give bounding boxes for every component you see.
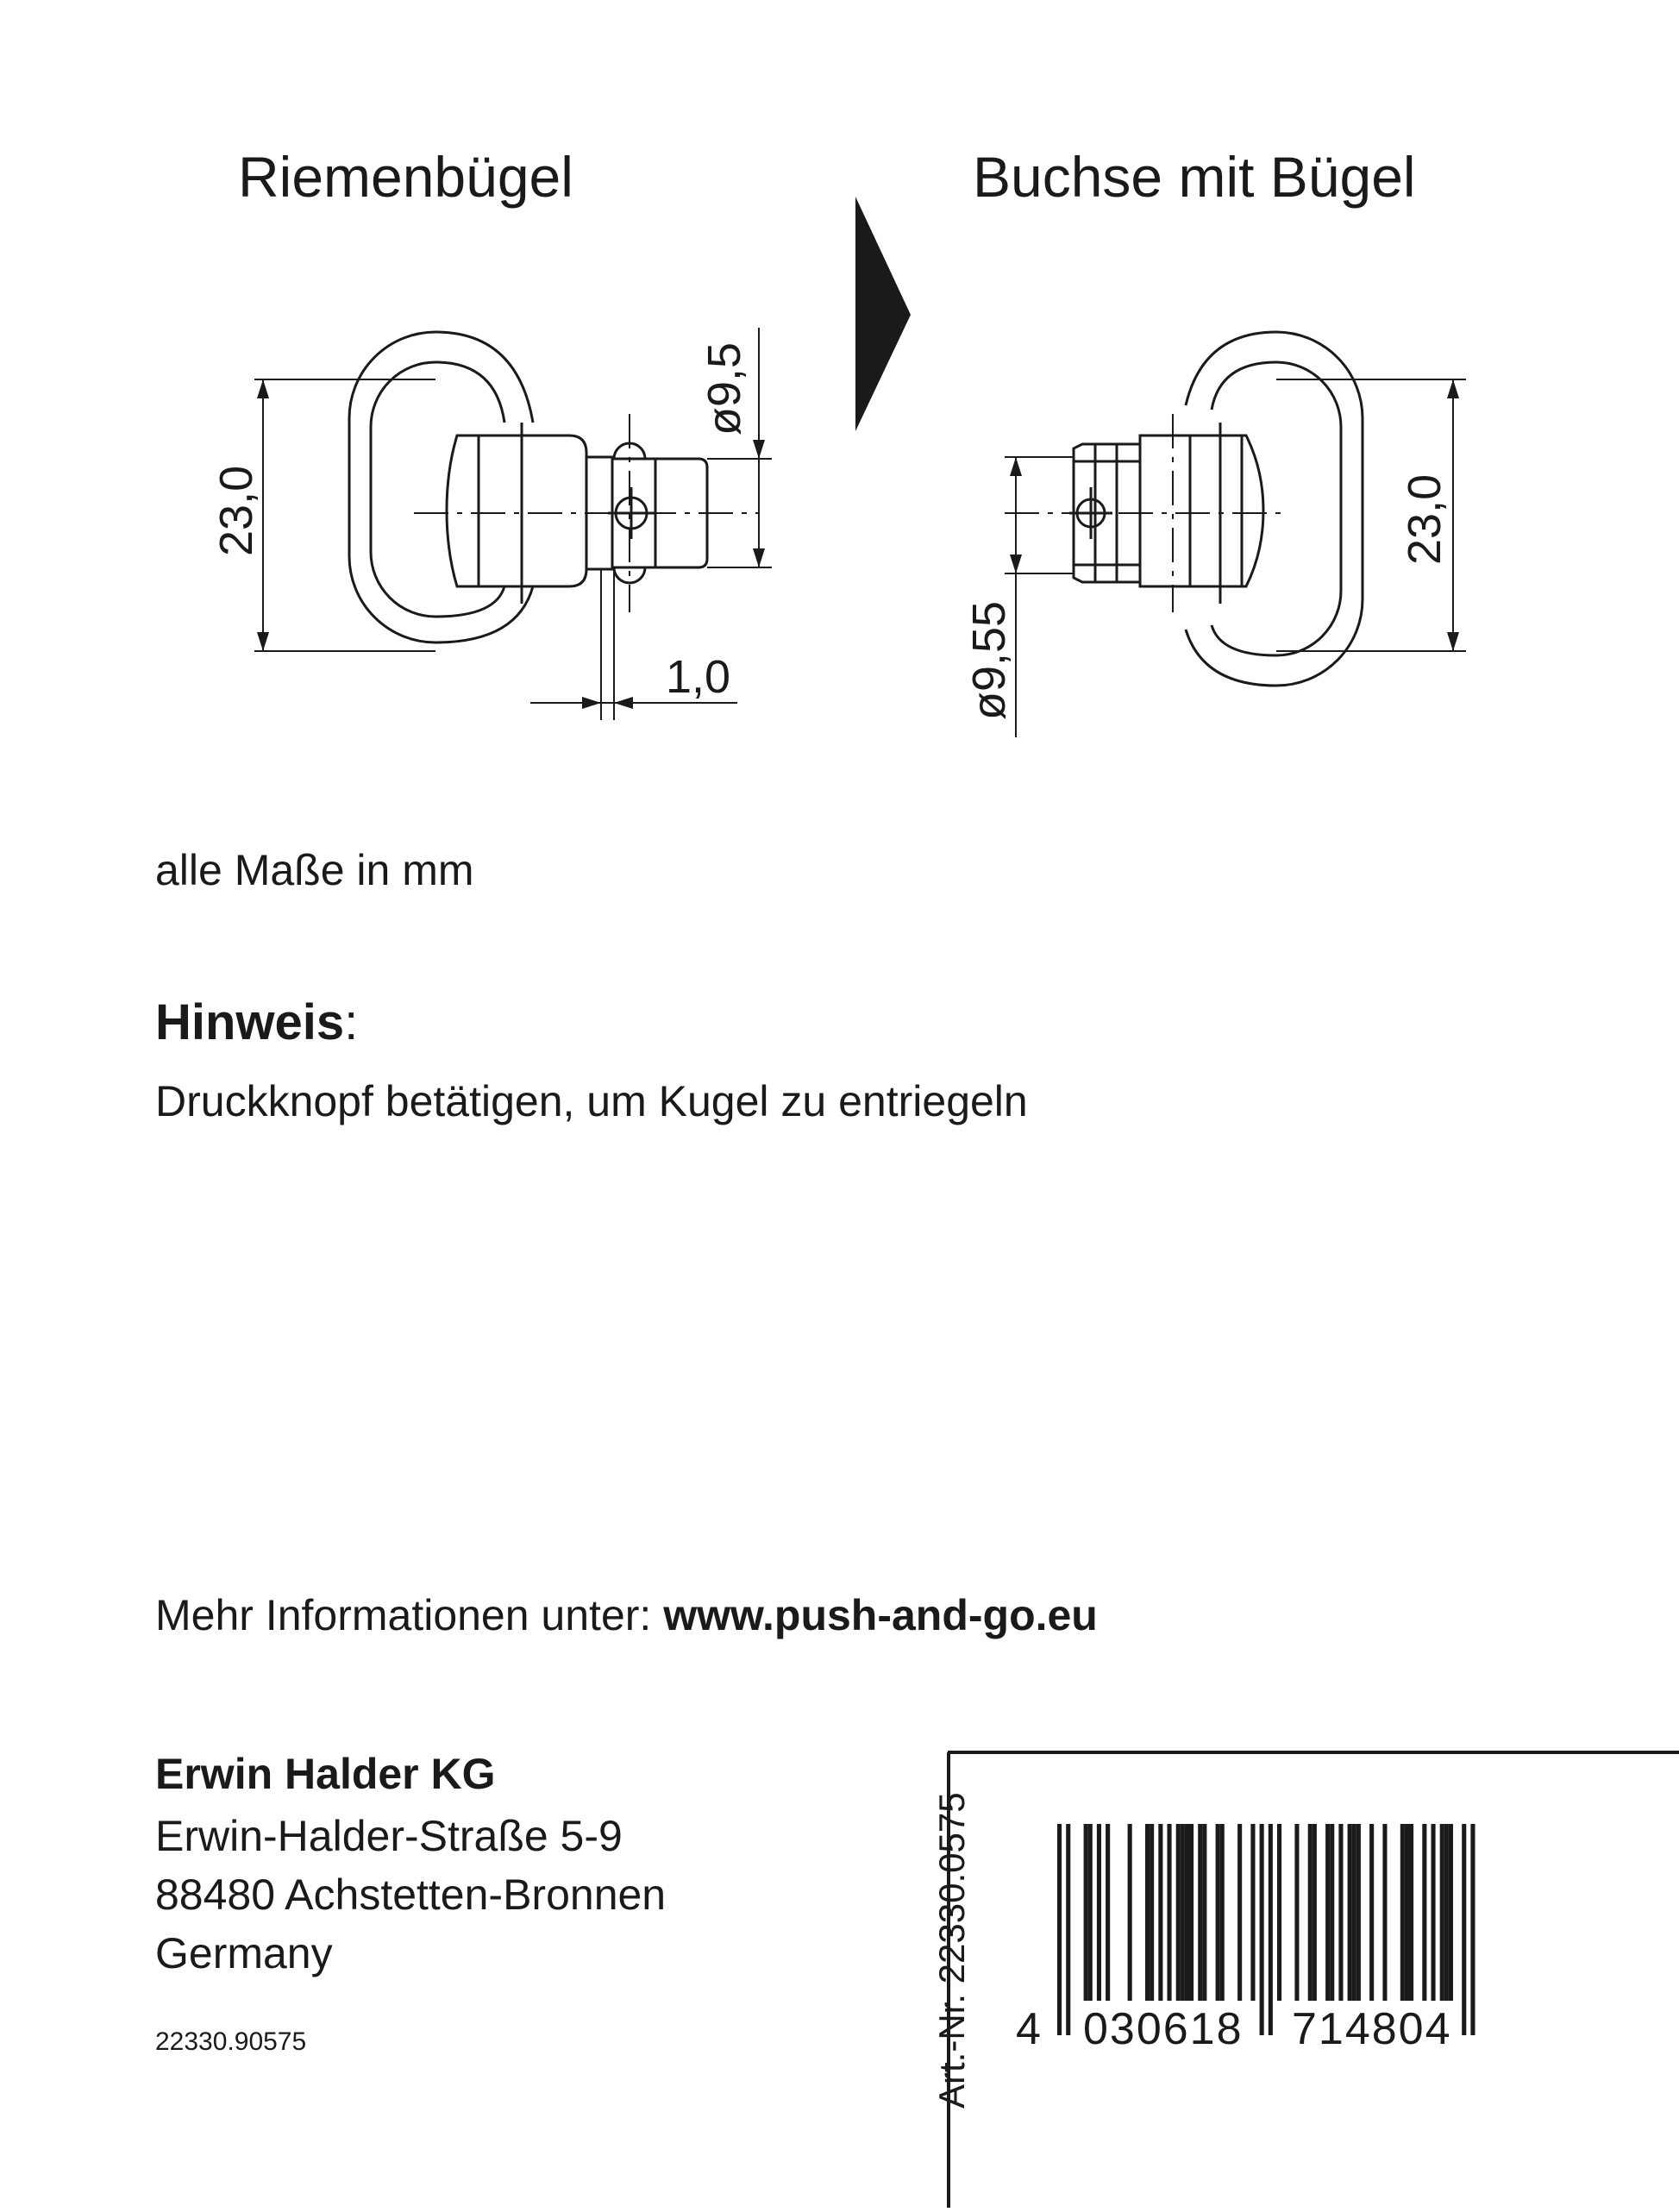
barcode-bar <box>1338 1824 1343 2001</box>
barcode-bar <box>1405 1824 1409 2001</box>
barcode-bar <box>1444 1824 1449 2001</box>
barcode-bar <box>1313 1824 1317 2001</box>
left-diameter-dim: ø9,5 <box>699 342 750 436</box>
right-drawing-title: Buchse mit Bügel <box>973 145 1416 209</box>
barcode-bar <box>1330 1824 1334 2001</box>
socket-loop-drawing <box>1005 332 1466 737</box>
document-number: 22330.90575 <box>155 2027 307 2056</box>
loop-outer-right <box>1186 332 1363 686</box>
left-offset-dim: 1,0 <box>666 651 731 703</box>
barcode-bar <box>1220 1824 1225 2001</box>
barcode-digits-right: 714804 <box>1292 2004 1452 2054</box>
barcode-bar <box>1128 1824 1132 2001</box>
barcode-bar <box>1400 1824 1405 2001</box>
note-text: Druckknopf betätigen, um Kugel zu entriegeln <box>155 1077 1028 1125</box>
barcode-digit-first: 4 <box>1016 2004 1041 2054</box>
barcode-bar <box>1216 1824 1220 2001</box>
barcode-bar <box>1250 1824 1255 2001</box>
barcode-bar <box>1422 1824 1426 2001</box>
barcode-bar <box>1348 1824 1352 2001</box>
barcode-bar <box>1308 1824 1313 2001</box>
barcode-bar <box>1198 1824 1202 2001</box>
barcode-bar <box>1440 1824 1444 2001</box>
more-info-prefix: Mehr Informationen unter: <box>155 1591 664 1639</box>
address-street: Erwin-Halder-Straße 5-9 <box>155 1812 623 1860</box>
address-country: Germany <box>155 1929 333 1977</box>
barcode-bar <box>1356 1824 1361 2001</box>
barcode-bar <box>1176 1824 1181 2001</box>
address-city: 88480 Achstetten-Bronnen <box>155 1870 667 1919</box>
barcode-bar <box>1369 1824 1374 2001</box>
barcode-guard-bar <box>1470 1824 1475 2035</box>
barcode-bar <box>1084 1824 1088 2001</box>
barcode-guard-bar <box>1260 1824 1264 2035</box>
units-note: alle Maße in mm <box>155 846 474 894</box>
technical-drawing <box>0 0 1679 776</box>
barcode-bar <box>1168 1824 1172 2001</box>
barcode-guard-bar <box>1269 1824 1273 2035</box>
loop-inner <box>371 362 504 617</box>
barcode-bar <box>1181 1824 1185 2001</box>
right-diameter-dim: ø9,55 <box>963 600 1015 720</box>
article-number-wrap <box>897 1746 972 2109</box>
barcode-guard-bar <box>1462 1824 1466 2035</box>
barcode-bar <box>1097 1824 1101 2001</box>
barcode-bar <box>1088 1824 1093 2001</box>
barcode-bar <box>1145 1824 1150 2001</box>
barcode-bar <box>1449 1824 1453 2001</box>
barcode-bar <box>1202 1824 1206 2001</box>
barcode-bar <box>1106 1824 1110 2001</box>
barcode-bar <box>1325 1824 1330 2001</box>
note-heading-row <box>155 993 358 1051</box>
left-body <box>447 436 586 586</box>
barcode-bar <box>1409 1824 1413 2001</box>
barcode-bar <box>1189 1824 1193 2001</box>
barcode-panel <box>947 1751 1679 2208</box>
website-link[interactable]: www.push-and-go.eu <box>663 1591 1098 1639</box>
barcode-bar <box>1185 1824 1189 2001</box>
barcode-bar <box>1352 1824 1356 2001</box>
note-heading: Hinweis <box>155 994 345 1050</box>
article-number: Art.-Nr. 22330.0575 <box>931 1792 972 2109</box>
barcode-bar <box>1237 1824 1242 2001</box>
note-colon: : <box>344 994 359 1050</box>
loop-inner-right <box>1212 362 1341 655</box>
more-info-row <box>155 1591 1098 1639</box>
barcode-bar <box>1432 1824 1436 2001</box>
arrow-right-icon <box>855 197 911 431</box>
barcode-guard-bar <box>1066 1824 1070 2035</box>
right-height-dim: 23,0 <box>1399 473 1450 565</box>
left-drawing-title: Riemenbügel <box>238 145 573 209</box>
barcode-bar <box>1150 1824 1154 2001</box>
left-height-dim: 23,0 <box>210 465 262 556</box>
barcode-guard-bar <box>1057 1824 1062 2035</box>
company-name: Erwin Halder KG <box>155 1750 496 1798</box>
barcode-bar <box>1382 1824 1387 2001</box>
barcode-bar <box>1277 1824 1281 2001</box>
barcode-bar <box>1158 1824 1162 2001</box>
barcode-bar <box>1294 1824 1299 2001</box>
barcode-digits-left: 030618 <box>1083 2004 1244 2054</box>
